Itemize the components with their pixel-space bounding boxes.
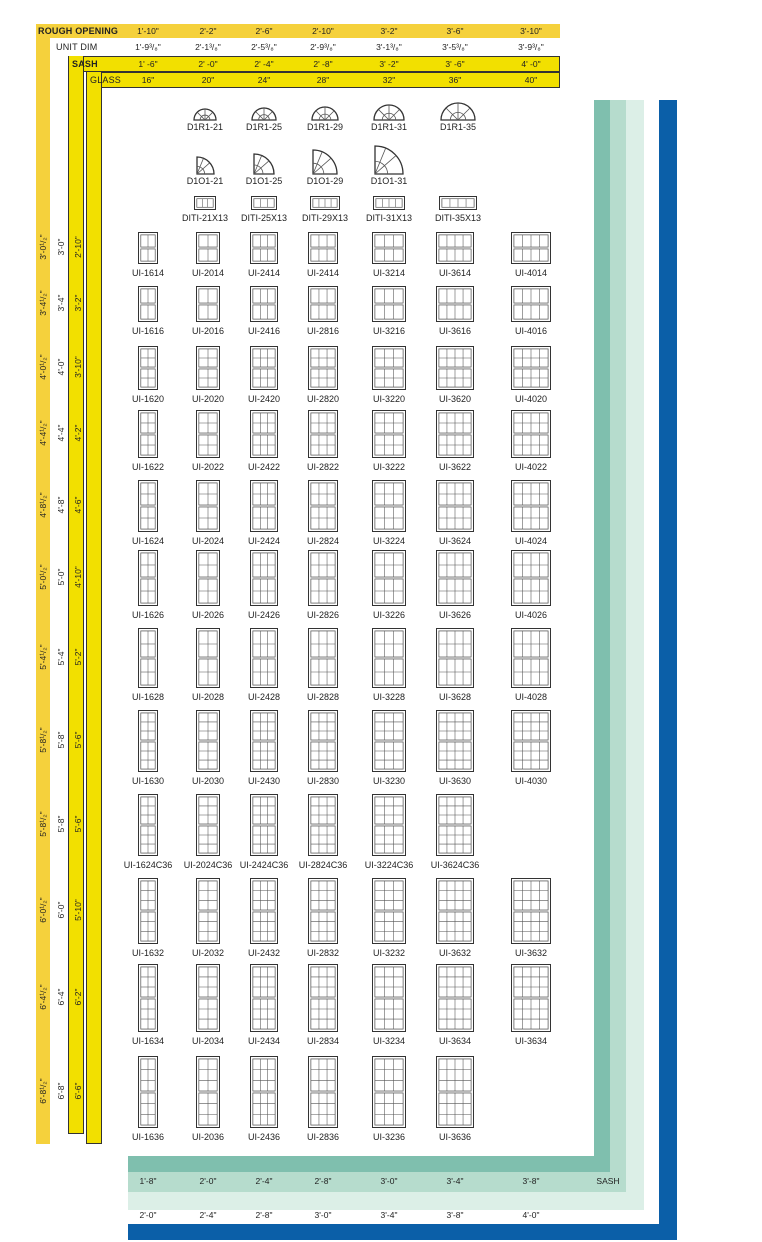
rough-opening-label: ROUGH OPENING (38, 26, 119, 36)
row-glass: 2'-10" (73, 236, 83, 258)
window-unit[interactable] (250, 710, 278, 772)
bottom-sash-value: 2'-0" (199, 1176, 217, 1186)
row-glass: 4'-6" (73, 496, 83, 514)
window-label: UI-2028 (191, 692, 225, 702)
window-label: UI-3234 (372, 1036, 406, 1046)
window-label: UI-3226 (372, 610, 406, 620)
window-label: UI-1636 (131, 1132, 165, 1142)
arch-label: D1R1-29 (306, 122, 344, 132)
window-unit[interactable] (138, 550, 158, 606)
quarter-round-window[interactable] (311, 148, 339, 176)
window-unit[interactable] (138, 1056, 158, 1128)
sash-value: 2' -8" (313, 59, 333, 69)
window-unit[interactable] (138, 286, 158, 322)
window-unit[interactable] (138, 346, 158, 390)
row-glass: 6'-6" (73, 1082, 83, 1100)
window-label: UI-2820 (306, 394, 340, 404)
light-band-right (626, 100, 644, 1210)
window-unit[interactable] (372, 480, 406, 532)
window-unit[interactable] (436, 232, 474, 264)
row-glass: 5'-6" (73, 815, 83, 833)
window-label: UI-2826 (306, 610, 340, 620)
row-glass: 5'-6" (73, 731, 83, 749)
window-unit[interactable] (372, 346, 406, 390)
window-unit[interactable] (138, 410, 158, 458)
rough-opening-value: 1'-10" (137, 26, 159, 36)
window-label: UI-3636 (438, 1132, 472, 1142)
arch-label: D1R1-31 (370, 122, 408, 132)
window-label: UI-1614 (131, 268, 165, 278)
sash-label: SASH (72, 59, 98, 69)
arch-window[interactable] (310, 105, 340, 122)
window-unit[interactable] (436, 286, 474, 322)
window-unit[interactable] (511, 232, 551, 264)
window-label: UI-2822 (306, 462, 340, 472)
window-unit[interactable] (436, 1056, 474, 1128)
window-label: UI-4028 (514, 692, 548, 702)
window-unit[interactable] (372, 794, 406, 856)
window-label: UI-3630 (438, 776, 472, 786)
window-label: UI-2424 (247, 536, 281, 546)
window-unit[interactable] (436, 480, 474, 532)
window-unit[interactable] (250, 480, 278, 532)
window-label: UI-2026 (191, 610, 225, 620)
unit-dim-value: 2'-5³/₈" (251, 42, 277, 52)
window-label: UI-3216 (372, 326, 406, 336)
window-label: UI-2824 (306, 536, 340, 546)
arch-window[interactable] (372, 103, 406, 122)
window-label: UI-2414 (247, 268, 281, 278)
window-label: UI-3626 (438, 610, 472, 620)
bottom-sash-value: 2'-4" (255, 1176, 273, 1186)
quarter-round-window[interactable] (373, 144, 405, 176)
teal-band-right (594, 100, 610, 1172)
window-label: UI-4020 (514, 394, 548, 404)
quarter-label: D1O1-31 (370, 176, 408, 186)
window-label: UI-2022 (191, 462, 225, 472)
window-label: UI-4016 (514, 326, 548, 336)
bottom-sash-value: 3'-8" (522, 1176, 540, 1186)
row-rough-opening: 6'-8¹/₂" (38, 1078, 48, 1104)
window-unit[interactable] (138, 628, 158, 688)
window-unit[interactable] (372, 710, 406, 772)
row-glass: 3'-2" (73, 294, 83, 312)
rough-opening-value: 2'-2" (199, 26, 217, 36)
arch-label: D1R1-35 (439, 122, 477, 132)
window-unit[interactable] (196, 1056, 220, 1128)
window-label: UI-1630 (131, 776, 165, 786)
window-unit[interactable] (436, 710, 474, 772)
window-label: UI-3624 (438, 536, 472, 546)
window-unit[interactable] (372, 878, 406, 944)
row-glass: 4'-2" (73, 424, 83, 442)
glass-value: 36" (448, 75, 462, 85)
window-label: UI-3224 (372, 536, 406, 546)
window-unit[interactable] (196, 346, 220, 390)
window-label: UI-2426 (247, 610, 281, 620)
window-label: UI-3632 (438, 948, 472, 958)
bottom-width-value: 2'-0" (139, 1210, 157, 1220)
light-band-bottom (128, 1192, 644, 1210)
window-unit[interactable] (196, 550, 220, 606)
window-unit[interactable] (250, 346, 278, 390)
rough-opening-value: 3'-2" (380, 26, 398, 36)
unit-dim-value: 3'-5³/₈" (442, 42, 468, 52)
row-unit-dim: 4'-4" (56, 424, 66, 442)
blue-band-right (659, 100, 677, 1240)
glass-value: 16" (141, 75, 155, 85)
arch-window[interactable] (250, 106, 278, 122)
window-label: UI-3228 (372, 692, 406, 702)
window-label: UI-2420 (247, 394, 281, 404)
window-label: UI-4030 (514, 776, 548, 786)
transom-window[interactable] (310, 196, 340, 210)
window-unit[interactable] (196, 232, 220, 264)
window-label: UI-3232 (372, 948, 406, 958)
window-unit[interactable] (138, 232, 158, 264)
window-label: UI-4026 (514, 610, 548, 620)
window-label: UI-2024C36 (183, 860, 233, 870)
window-unit[interactable] (511, 346, 551, 390)
window-unit[interactable] (196, 794, 220, 856)
row-unit-dim: 4'-0" (56, 358, 66, 376)
window-unit[interactable] (196, 628, 220, 688)
window-unit[interactable] (436, 794, 474, 856)
window-label: UI-2430 (247, 776, 281, 786)
window-unit[interactable] (511, 480, 551, 532)
glass-value: 32" (382, 75, 396, 85)
window-unit[interactable] (372, 628, 406, 688)
window-unit[interactable] (511, 410, 551, 458)
window-label: UI-1628 (131, 692, 165, 702)
window-unit[interactable] (308, 410, 338, 458)
row-rough-opening: 5'-4¹/₂" (38, 644, 48, 670)
row-rough-opening: 5'-8¹/₂" (38, 811, 48, 837)
window-label: UI-2434 (247, 1036, 281, 1046)
bottom-sash-value: 3'-4" (446, 1176, 464, 1186)
bottom-width-value: 3'-8" (446, 1210, 464, 1220)
window-unit[interactable] (372, 410, 406, 458)
window-unit[interactable] (250, 794, 278, 856)
window-unit[interactable] (436, 550, 474, 606)
sash-value: 3' -2" (379, 59, 399, 69)
rough-opening-value: 3'-10" (520, 26, 542, 36)
bottom-width-value: 2'-8" (255, 1210, 273, 1220)
transom-label: DITI-29X13 (301, 213, 349, 223)
window-unit[interactable] (196, 710, 220, 772)
window-unit[interactable] (511, 964, 551, 1032)
unit-dim-value: 2'-9³/₈" (310, 42, 336, 52)
quarter-label: D1O1-21 (186, 176, 224, 186)
window-label: UI-3634 (514, 1036, 548, 1046)
arch-window[interactable] (192, 107, 218, 122)
window-label: UI-2422 (247, 462, 281, 472)
window-label: UI-3624C36 (430, 860, 480, 870)
transom-label: DITI-31X13 (365, 213, 413, 223)
rough-opening-value: 3'-6" (446, 26, 464, 36)
window-unit[interactable] (250, 1056, 278, 1128)
window-unit[interactable] (372, 1056, 406, 1128)
window-unit[interactable] (308, 794, 338, 856)
row-unit-dim: 6'-0" (56, 901, 66, 919)
glass-left (86, 72, 102, 1144)
window-unit[interactable] (250, 286, 278, 322)
transom-label: DITI-21X13 (181, 213, 229, 223)
arch-window[interactable] (439, 101, 477, 122)
transom-label: DITI-35X13 (434, 213, 482, 223)
rough-opening-value: 2'-10" (312, 26, 334, 36)
window-label: UI-2836 (306, 1132, 340, 1142)
row-unit-dim: 5'-8" (56, 731, 66, 749)
window-label: UI-1624 (131, 536, 165, 546)
bottom-sash-value: 2'-8" (314, 1176, 332, 1186)
window-label: UI-2414 (306, 268, 340, 278)
window-label: UI-3616 (438, 326, 472, 336)
row-glass: 6'-2" (73, 988, 83, 1006)
unit-dim-value: 3'-9³/₈" (518, 42, 544, 52)
window-unit[interactable] (138, 480, 158, 532)
transom-window[interactable] (251, 196, 277, 210)
unit-dim-value: 3'-1³/₈" (376, 42, 402, 52)
transom-window[interactable] (194, 196, 216, 210)
window-label: UI-2816 (306, 326, 340, 336)
bottom-sash-value: 1'-8" (139, 1176, 157, 1186)
window-unit[interactable] (511, 710, 551, 772)
window-label: UI-3222 (372, 462, 406, 472)
bottom-width-value: 4'-0" (522, 1210, 540, 1220)
transom-window[interactable] (373, 196, 405, 210)
window-unit[interactable] (436, 346, 474, 390)
window-unit[interactable] (436, 878, 474, 944)
window-label: UI-1634 (131, 1036, 165, 1046)
glass-value: 24" (257, 75, 271, 85)
row-glass: 5'-2" (73, 648, 83, 666)
bottom-sash-label: SASH (596, 1176, 620, 1186)
unit-dim-value: 1'-9³/₈" (135, 42, 161, 52)
row-rough-opening: 3'-4¹/₂" (38, 290, 48, 316)
row-unit-dim: 5'-4" (56, 648, 66, 666)
window-unit[interactable] (308, 550, 338, 606)
blue-band-bottom (128, 1224, 677, 1240)
transom-label: DITI-25X13 (240, 213, 288, 223)
window-label: UI-2828 (306, 692, 340, 702)
window-unit[interactable] (250, 550, 278, 606)
window-unit[interactable] (196, 964, 220, 1032)
sash-value: 1' -6" (138, 59, 158, 69)
row-glass: 4'-10" (73, 566, 83, 588)
window-label: UI-3236 (372, 1132, 406, 1142)
window-unit[interactable] (308, 964, 338, 1032)
window-label: UI-4014 (514, 268, 548, 278)
arch-label: D1R1-25 (245, 122, 283, 132)
bottom-width-value: 2'-4" (199, 1210, 217, 1220)
window-label: UI-2030 (191, 776, 225, 786)
row-unit-dim: 6'-8" (56, 1082, 66, 1100)
window-unit[interactable] (308, 710, 338, 772)
quarter-round-window[interactable] (252, 152, 276, 176)
window-unit[interactable] (308, 1056, 338, 1128)
window-unit[interactable] (372, 286, 406, 322)
window-unit[interactable] (138, 794, 158, 856)
window-label: UI-3230 (372, 776, 406, 786)
window-label: UI-2832 (306, 948, 340, 958)
window-label: UI-3214 (372, 268, 406, 278)
window-label: UI-3632 (514, 948, 548, 958)
row-unit-dim: 5'-8" (56, 815, 66, 833)
row-rough-opening: 3'-0¹/₂" (38, 234, 48, 260)
window-label: UI-1632 (131, 948, 165, 958)
window-unit[interactable] (250, 628, 278, 688)
transom-window[interactable] (439, 196, 477, 210)
window-unit[interactable] (308, 878, 338, 944)
window-unit[interactable] (138, 878, 158, 944)
window-unit[interactable] (511, 286, 551, 322)
row-unit-dim: 5'-0" (56, 568, 66, 586)
window-label: UI-3620 (438, 394, 472, 404)
quarter-label: D1O1-29 (306, 176, 344, 186)
glass-value: 20" (201, 75, 215, 85)
window-label: UI-1616 (131, 326, 165, 336)
row-rough-opening: 4'-4¹/₂" (38, 420, 48, 446)
window-label: UI-3628 (438, 692, 472, 702)
window-label: UI-2016 (191, 326, 225, 336)
glass-label: GLASS (90, 75, 122, 85)
window-unit[interactable] (308, 232, 338, 264)
window-unit[interactable] (250, 878, 278, 944)
window-label: UI-1622 (131, 462, 165, 472)
window-unit[interactable] (372, 964, 406, 1032)
window-label: UI-2428 (247, 692, 281, 702)
glass-value: 40" (524, 75, 538, 85)
window-unit[interactable] (372, 232, 406, 264)
window-label: UI-2834 (306, 1036, 340, 1046)
row-glass: 5'-10" (73, 899, 83, 921)
window-label: UI-2032 (191, 948, 225, 958)
window-unit[interactable] (308, 628, 338, 688)
bottom-sash-value: 3'-0" (380, 1176, 398, 1186)
row-rough-opening: 6'-0¹/₂" (38, 897, 48, 923)
row-rough-opening: 5'-0¹/₂" (38, 564, 48, 590)
arch-label: D1R1-21 (186, 122, 224, 132)
window-unit[interactable] (511, 878, 551, 944)
window-label: UI-2424C36 (239, 860, 289, 870)
window-unit[interactable] (250, 964, 278, 1032)
unit-dim-label: UNIT DIM (56, 42, 98, 52)
sash-value: 4' -0" (521, 59, 541, 69)
window-label: UI-3224C36 (364, 860, 414, 870)
window-unit[interactable] (138, 710, 158, 772)
window-unit[interactable] (436, 964, 474, 1032)
window-unit[interactable] (308, 286, 338, 322)
quarter-label: D1O1-25 (245, 176, 283, 186)
window-label: UI-2034 (191, 1036, 225, 1046)
window-label: UI-2020 (191, 394, 225, 404)
window-label: UI-3220 (372, 394, 406, 404)
row-unit-dim: 6'-4" (56, 988, 66, 1006)
row-rough-opening: 4'-0¹/₂" (38, 354, 48, 380)
window-unit[interactable] (138, 964, 158, 1032)
window-label: UI-3634 (438, 1036, 472, 1046)
window-label: UI-2830 (306, 776, 340, 786)
sash-value: 3' -6" (445, 59, 465, 69)
teal-band-bottom (128, 1156, 610, 1172)
window-unit[interactable] (308, 480, 338, 532)
window-label: UI-1626 (131, 610, 165, 620)
window-label: UI-2036 (191, 1132, 225, 1142)
window-label: UI-2824C36 (298, 860, 348, 870)
window-unit[interactable] (196, 410, 220, 458)
window-unit[interactable] (250, 410, 278, 458)
window-unit[interactable] (196, 286, 220, 322)
window-label: UI-1624C36 (123, 860, 173, 870)
bottom-width-value: 3'-0" (314, 1210, 332, 1220)
sash-value: 2' -4" (254, 59, 274, 69)
window-label: UI-4022 (514, 462, 548, 472)
window-unit[interactable] (196, 480, 220, 532)
window-unit[interactable] (436, 628, 474, 688)
window-unit[interactable] (308, 346, 338, 390)
rough-opening-value: 2'-6" (255, 26, 273, 36)
quarter-round-window[interactable] (195, 155, 216, 176)
window-label: UI-2014 (191, 268, 225, 278)
window-unit[interactable] (196, 878, 220, 944)
unit-dim-value: 2'-1³/₈" (195, 42, 221, 52)
row-rough-opening: 4'-8¹/₂" (38, 492, 48, 518)
window-label: UI-3614 (438, 268, 472, 278)
window-label: UI-2432 (247, 948, 281, 958)
window-label: UI-4024 (514, 536, 548, 546)
window-label: UI-2416 (247, 326, 281, 336)
row-unit-dim: 4'-8" (56, 496, 66, 514)
window-unit[interactable] (511, 628, 551, 688)
window-label: UI-2436 (247, 1132, 281, 1142)
row-glass: 3'-10" (73, 356, 83, 378)
sash-value: 2' -0" (198, 59, 218, 69)
window-unit[interactable] (511, 550, 551, 606)
window-unit[interactable] (372, 550, 406, 606)
row-unit-dim: 3'-4" (56, 294, 66, 312)
window-label: UI-3622 (438, 462, 472, 472)
row-unit-dim: 3'-0" (56, 238, 66, 256)
row-rough-opening: 6'-4¹/₂" (38, 984, 48, 1010)
window-label: UI-2024 (191, 536, 225, 546)
row-rough-opening: 5'-8¹/₂" (38, 727, 48, 753)
window-unit[interactable] (250, 232, 278, 264)
glass-value: 28" (316, 75, 330, 85)
bottom-width-value: 3'-4" (380, 1210, 398, 1220)
mid-band-right (610, 100, 626, 1192)
window-unit[interactable] (436, 410, 474, 458)
window-label: UI-1620 (131, 394, 165, 404)
